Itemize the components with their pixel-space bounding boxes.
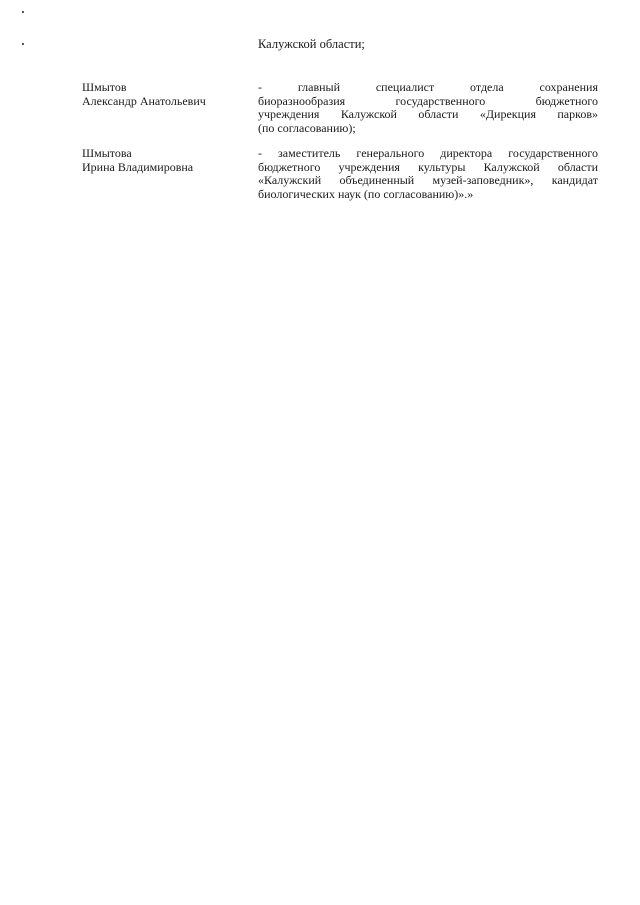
member-surname: Шмытова: [82, 146, 132, 160]
scan-speck: [22, 11, 24, 13]
continuation-text: Калужской области;: [258, 37, 365, 51]
member-position: [258, 147, 598, 201]
member-surname: Шмытов: [82, 80, 127, 94]
position-line: - главный специалист отдела сохранения: [258, 80, 598, 94]
position-line: учреждения Калужской области «Дирекция парков»: [258, 107, 598, 121]
position-line: (по согласованию);: [258, 120, 356, 135]
position-line: биологических наук (по согласованию)».»: [258, 186, 474, 201]
position-line: - заместитель генерального директора государственного: [258, 146, 598, 160]
member-given-names: Александр Анатольевич: [82, 93, 206, 108]
member-position: [258, 81, 598, 135]
position-line: «Калужский объединенный музей-заповедник», кандидат: [258, 173, 598, 187]
member-name: [82, 81, 252, 108]
member-name: [82, 147, 252, 174]
position-line: биоразнообразия государственного бюджетного: [258, 93, 598, 108]
scan-speck: [22, 43, 24, 45]
member-given-names: Ирина Владимировна: [82, 159, 194, 174]
position-line: бюджетного учреждения культуры Калужской области: [258, 159, 598, 174]
